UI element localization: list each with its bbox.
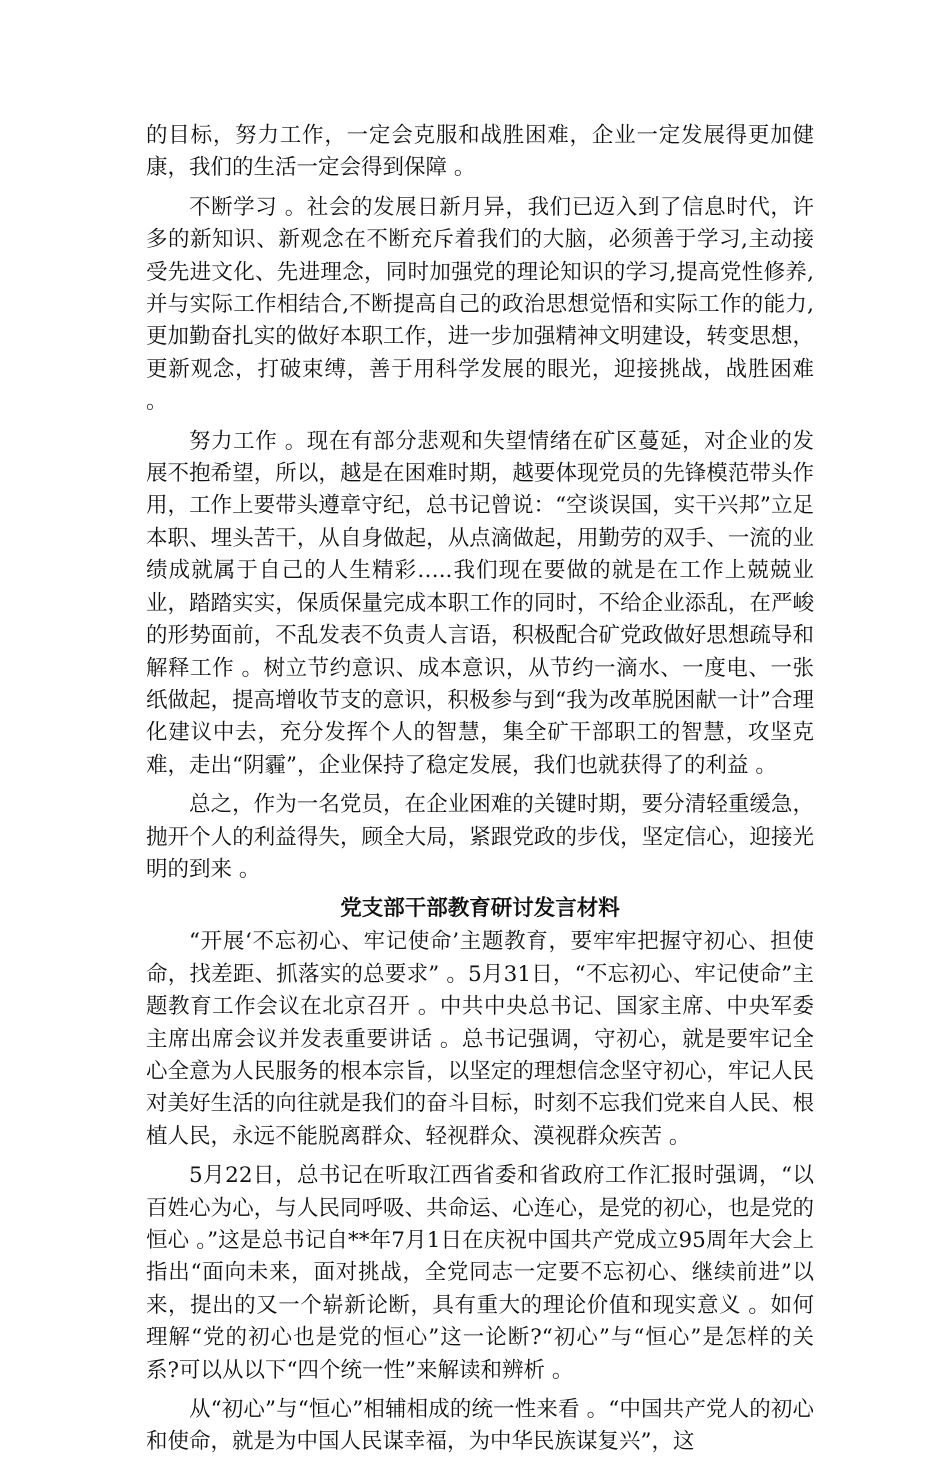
paragraph-hard-work: 努力工作 。现在有部分悲观和失望情绪在矿区蔓延，对企业的发展不抱希望，所以，越是在困难时期，越要体现党员的先锋模范带头作用，工作上要带头遵章守纪，总书记曾说：“空谈误国，实干兴邦”立足本职、埋头苦干，从自身做起，从点滴做起，用勤劳的双手、一流的业绩成就属于自己的人生精彩…..我们现在要做的就是在工作上兢兢业业，踏踏实实，保质保量完成本职工作的同时，不给企业添乱，在严峻的形势面前，不乱发表不负责人言语，积极配合矿党政做好思想疏导和解释工作 。树立节约意识、成本意识，从节约一滴水、一度电、一张纸做起，提高增收节支的意识，积极参与到“我为改革脱困献一计”合理化建议中去，充分发挥个人的智慧，集全矿干部职工的智慧，攻坚克难，走出“阴霾”，企业保持了稳定发展，我们也就获得了的利益 。 (146, 428, 814, 778)
paragraph-unity-perspective: 从“初心”与“恒心”相辅相成的统一性来看 。“中国共产党人的初心和使命，就是为中国人民谋幸福，为中华民族谋复兴”，这 (146, 1397, 814, 1455)
paragraph-theme-education: “开展‘不忘初心、牢记使命’主题教育，要牢牢把握守初心、担使命，找差距、抓落实的总要求” 。5月31日，“不忘初心、牢记使命”主题教育工作会议在北京召开 。中共中央总书记、国家主席、中央军委主席出席会议并发表重要讲话 。总书记强调，守初心，就是要牢记全心全意为人民服务的根本宗旨，以坚定的理想信念坚守初心，牢记人民对美好生活的向往就是我们的奋斗目标，时刻不忘我们党来自人民、根植人民，永远不能脱离群众、轻视群众、漠视群众疾苦 。 (146, 929, 814, 1149)
section-heading: 党支部干部教育研讨发言材料 (340, 896, 620, 922)
document-body (146, 120, 814, 1466)
paragraph-continuous-learning: 不断学习 。社会的发展日新月异，我们已迈入到了信息时代，许多的新知识、新观念在不断充斥着我们的大脑，必须善于学习,主动接受先进文化、先进理念，同时加强党的理论知识的学习,提高党性修养,并与实际工作相结合,不断提高自己的政治思想觉悟和实际工作的能力,更加勤奋扎实的做好本职工作，进一步加强精神文明建设，转变思想，更新观念，打破束缚，善于用科学发展的眼光，迎接挑战，战胜困难 。 (146, 194, 814, 415)
paragraph-conclusion: 总之，作为一名党员，在企业困难的关键时期，要分清轻重缓急，抛开个人的利益得失，顾全大局，紧跟党政的步伐，坚定信心，迎接光明的到来 。 (146, 792, 814, 882)
paragraph-may-22: 5月22日，总书记在听取江西省委和省政府工作汇报时强调，“以百姓心为心，与人民同呼吸、共命运、心连心，是党的初心，也是党的恒心 。”这是总书记自**年7月1日在庆祝中国共产党成立95周年大会上指出“面向未来，面对挑战，全党同志一定要不忘初心、继续前进”以来，提出的又一个崭新论断，具有重大的理论价值和现实意义 。如何理解“党的初心也是党的恒心”这一论断?“初心”与“恒心”是怎样的关系?可以从以下“四个统一性”来解读和辨析 。 (146, 1163, 814, 1383)
paragraph-continuation: 的目标，努力工作，一定会克服和战胜困难，企业一定发展得更加健康，我们的生活一定会得到保障 。 (146, 123, 814, 181)
